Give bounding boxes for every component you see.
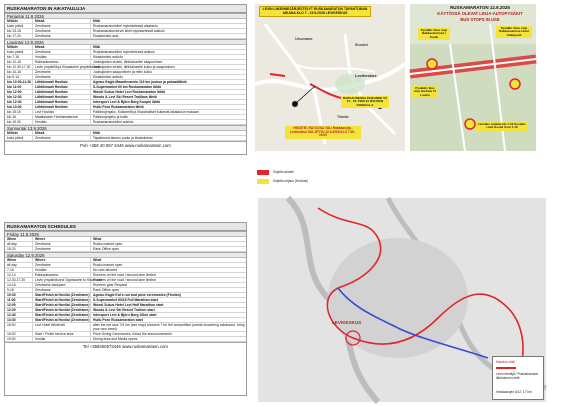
cell-when: klo 12:00 [5, 90, 33, 94]
cell-when: klo 14-16 [5, 70, 33, 74]
cell-when: koko päivä [5, 50, 33, 54]
cell-when: 7-16 [5, 268, 33, 272]
legend-swatch-closed [257, 170, 269, 175]
cell-what: Race Office open [93, 247, 120, 251]
cell-what: Intersport Levi & Björn Borg Kuopin lähtö [93, 100, 161, 104]
cell-where: Zeroframe [33, 242, 91, 246]
cell-when: klo 12:30 [5, 95, 33, 99]
cell-when: klo 12:40 [5, 100, 33, 104]
cell-where: Levin ympärillä and Oppiskamn to Kisa route [35, 278, 103, 282]
cell-what: Kisatoimisto aukiolo [93, 75, 123, 79]
cell-where: Start / Finish service area [33, 332, 91, 336]
cell-when: klo 11:00 [5, 85, 33, 89]
legend-label: Vesitaukojen 6/12, 17 km [496, 390, 532, 394]
place-label: Levikeskus [355, 73, 377, 78]
cell-where: Hovilai [33, 337, 91, 341]
cell-when: 16:00 [5, 332, 33, 336]
cell-what: Woodi Sukus Hotel Levi Half Marathon start [93, 303, 164, 307]
cell-when: klo 13-16 [5, 29, 33, 33]
column-header: What [93, 237, 102, 241]
cell-where: Hovilaiv [33, 268, 91, 272]
cell-when: 12:40 [5, 313, 33, 317]
cell-what: Rusko market open [93, 263, 123, 267]
place-label: Utsuvaara [295, 37, 313, 41]
cell-when: klo 9-14 [5, 75, 33, 79]
cell-when: 12:00 [5, 303, 33, 307]
place-label: Tilantie [337, 115, 349, 119]
cell-when: klo 16 [5, 115, 33, 119]
traffic-map-legend [255, 168, 405, 188]
cell-when: 12:30 [5, 308, 33, 312]
cell-when: klo 12.30-17.30 [5, 65, 33, 69]
cell-where: Start/Finish at Hovilai (Zeroframe) [35, 313, 90, 317]
cell-when: 12-14 [5, 273, 33, 277]
cell-where: Lähtö/maali Hovilaiv [33, 90, 91, 94]
cell-when: all day [5, 263, 33, 267]
closed-road-banner: HISSITIE, RATUOSA VÄLI Rakkausoja - Levikeskus SULJETTU 12.9.2026 KLO 7.00 - 19.00 [285, 126, 361, 139]
cell-what: Agnico Eagle Maantievarsin 119 km juoksu ja pokaalilähtö [93, 80, 187, 84]
cell-where: Zeroframe [33, 50, 91, 54]
en-schedule-table [4, 222, 247, 396]
bus-map-subtitle-en: BUS STOPS IN USE [460, 17, 500, 22]
cell-where: Zeroframe [33, 136, 91, 140]
cell-where: Rakkauksanmo [33, 273, 91, 277]
cell-what: No cars allowed [93, 268, 118, 272]
cell-where: Start/Finish at Hovilai (Zeroframe) [35, 293, 90, 297]
cell-when: 10:30 [5, 293, 33, 297]
fi-schedule-table [4, 4, 247, 155]
road-closed-label: Hovilaiv suljettu klo 7-16 Hovilaiv road closed from 7-16 [476, 122, 528, 131]
cell-what: Juoksijoiden sivistö, lähtöalueelle saapuminen [93, 60, 163, 64]
cell-when: 15:00 [5, 323, 33, 331]
route-legend [492, 356, 544, 400]
cell-where: Levi Hovilaiv [33, 110, 91, 114]
cell-where: Zeroframe [33, 29, 91, 33]
cell-where: Lähtö/maali Hovilaiv [33, 80, 91, 84]
cell-where: Levin ympärillä ja Kisaalueen ympäristössä [35, 65, 100, 69]
column-header: Missä [33, 45, 91, 49]
cell-when: klo 19.30 [5, 120, 33, 124]
cell-what: Woodi Sukus Hotel Levi Ruskamaraton lähtö [93, 90, 166, 94]
cell-where: Start/Finish at Hovilai (Zeroframe) [35, 303, 90, 307]
cell-when: koko päivä [5, 136, 33, 140]
bus-map-title: RUSKAMARATON 12.9.2026 [450, 5, 510, 10]
schedule-title: RUSKAMARATON SCHEDULES [5, 223, 246, 231]
column-header: When [5, 258, 33, 262]
day-heading: Saturday 12.9.2026 [5, 252, 246, 258]
bus-stop-label: Pysäkki / Bus stop Rakkauslarinne / Koulu [418, 28, 450, 40]
cell-what: Ruskamaraton/kirvel kilmi myimiselessä aukiolo [93, 29, 165, 33]
schedule-footer: Tel +358400572446 www.ruskamaraton.com [5, 342, 246, 350]
cell-when: 12.30-17.30 [5, 278, 33, 282]
cell-where: Zeroframe [33, 247, 91, 251]
column-header: Missä [33, 19, 91, 23]
traffic-map [255, 4, 405, 151]
column-header: What [93, 258, 102, 262]
route-map [258, 198, 546, 402]
cell-where: Hovilaiv [33, 55, 91, 59]
place-label: Eturaivi [355, 43, 369, 47]
legend-label: Levin kiertäjä / Ruskamaraton lähtöalueen reitti [496, 372, 539, 380]
cell-where: Start/Finish at Hovilai (Zeroframe) [35, 318, 90, 322]
legend-line-marathon [496, 367, 516, 369]
day-heading: Lauantai 12.9.2026 [5, 39, 246, 45]
bus-stop-label: Pysäkki / Bus stop Kurkela 74 Luvina [413, 86, 437, 97]
day-heading: Sunnuntai 13.9.2026 [5, 125, 246, 131]
column-header: Milloin [5, 45, 33, 49]
cell-when: klo 10:30-11:30 [7, 80, 32, 84]
cell-what: Kisatoimisto auki [93, 34, 119, 38]
cell-what: Hullu Poro Ruskamaraton lähtö [93, 105, 144, 109]
cell-what: Rusko market open [93, 242, 123, 246]
legend-label: Suljettu aluetie [273, 170, 294, 174]
cell-where: Levi Hotel Wintervill [33, 323, 91, 331]
cell-when: klo 13:30 [5, 105, 33, 109]
column-header: Missä [33, 131, 91, 135]
cell-what: Runners gear Request [93, 283, 128, 287]
cell-where: Lähtö/maali Hovilaiv [33, 95, 91, 99]
cell-where: Maalialueen Hovilaivaisessa [33, 115, 91, 119]
legend-label: Maraton-reitti [496, 360, 515, 364]
cell-what: Race Office open [93, 288, 120, 292]
cell-where: Lähtö/maali Hovilaiv [33, 85, 91, 89]
cell-when: klo 15:15 [5, 110, 33, 114]
cell-what: S-Supermarket 60 km Ruskamaraton lähtö [93, 85, 162, 89]
cell-where: Start/Finish at Hovilai (Zeroframe) [35, 308, 90, 312]
cell-what: Woods & Levi Ski Resort Traillaus lähtö [93, 95, 157, 99]
cell-when: koko päivä [5, 24, 33, 28]
cell-where: Zeroframe [33, 288, 91, 292]
cell-what: Juoksijoiden sivistö, lähtöalueelle kulku ja saapuminen [93, 65, 175, 69]
schedule-footer: Puh +358 40 557 2446 www.ruskamaraton.com [5, 141, 246, 149]
cell-when: 11:00 [5, 298, 33, 302]
cell-what: Juoksijoiden saapuminen ja reitin kulku [93, 70, 152, 74]
day-heading: Perjantai 11.9.2026 [5, 13, 246, 19]
cell-when: 15-20 [5, 247, 33, 251]
cell-where: Zeroframe [33, 34, 91, 38]
column-header: Where [33, 237, 91, 241]
cell-what: Dining area and Media opens [93, 337, 138, 341]
day-heading: Friday 11.9.2026 [5, 231, 246, 237]
cell-when: 9-16 [5, 288, 33, 292]
cell-when: klo 17-20 [5, 34, 33, 38]
table-row [5, 323, 246, 332]
cell-what: Runners on the road / second lane limited [93, 278, 156, 282]
cell-what: Woods & Levi Ski Resort Trailrun start [93, 308, 155, 312]
cell-what: Ruskamaratonkilmi aukiolo [93, 120, 134, 124]
cell-where: Rakkauksanmo [33, 60, 91, 64]
column-header: When [5, 237, 33, 241]
cell-what: Kisatoimisto aukiolo [93, 55, 123, 59]
cell-what: Prize Giving Ceremonies, follow the announcements [93, 332, 172, 336]
cell-where: Zeroframe [33, 75, 91, 79]
cell-when: klo 12-16 [5, 60, 33, 64]
cell-where: Lähtö/maali Hovilaiv [33, 100, 91, 104]
cell-where: Lähtö/maali Hovilaiv [33, 105, 91, 109]
cell-when: all day [5, 242, 33, 246]
cell-when: 19:00 [5, 337, 33, 341]
column-header: Milloin [5, 19, 33, 23]
traffic-map-banner: LEVIN LIIKENNEJÄRJESTELYT RUSKAMARATON TAPAHTUMAN AIKANA KLO 7 - 19.8.2026 LEVIKESKUS [259, 6, 371, 17]
cell-what: Palkintojenjako, Kulkureitti ja Kisaviralliset kulkevat aikataulun mukaan [93, 110, 199, 114]
bus-stop-label: Pysäkki / Bus stop Rakkausarinne Hotel Hullupuoli [496, 26, 532, 38]
column-header: Mitä [93, 19, 100, 23]
traffic-note: RAKKAUDESSA PAIKANNE TÄ 12 - 18, TIEN JA ROUDAN KOHDALLA [342, 96, 388, 107]
cell-where: Zeroframe [33, 24, 91, 28]
column-header: Mitä [93, 45, 100, 49]
bus-map-subtitle: KÄYTÖSSÄ OLEVAT LINJA-AUTOPYSÄKIT [437, 11, 523, 16]
cell-where: Hovilaiv [33, 120, 91, 124]
cell-when: klo 7-16 [5, 55, 33, 59]
cell-what: Intersport Levi & Björn Borg 10km start [93, 313, 157, 317]
cell-where: Zeroframe backyard [33, 283, 91, 287]
cell-where: Start/Finish at Hovilai (Zeroframe) [35, 298, 90, 302]
legend-label: Suljettu ohjaus (Hovilaiv) [273, 179, 309, 183]
schedule-title: RUSKAMARATON IN AIKATAULUJA [5, 5, 246, 13]
bus-stop-map [410, 4, 536, 151]
column-header: Mitä [93, 131, 100, 135]
cell-what: Runners on the road / second lane limited [93, 273, 156, 277]
cell-where: Zeroframe [33, 263, 91, 267]
cell-what: Palkintojenjako ja kulku [93, 115, 129, 119]
column-header: Milloin [5, 131, 33, 135]
cell-what: Hullu Poro Ruskamaraton start [93, 318, 143, 322]
cell-when: 13:30 [5, 318, 33, 322]
cell-where: Zeroframe [33, 70, 91, 74]
route-place-label: LEVIKESKUS [332, 320, 362, 325]
cell-what: Ruskamaratonkilmi myimiselessä aukiolo [93, 50, 155, 54]
cell-what: Agnico Eagle Kid's run and prize ceremonies (Finnish) [93, 293, 181, 297]
cell-what: after the net race 7/4 km (see map) showers 7 for the competition (needs showering admission, bring your own towel) [93, 323, 245, 332]
cell-what: S-Supermarket 60/18 Full Marathon start [93, 298, 159, 302]
cell-when: 14-16 [5, 283, 33, 287]
cell-what: Tapahtuma alueen purku ja kisatoimisto [93, 136, 153, 140]
cell-what: Ruskamaratonkilmi myimiselessä aikataulu [93, 24, 158, 28]
legend-swatch-highlight [257, 179, 269, 184]
column-header: Where [33, 258, 91, 262]
